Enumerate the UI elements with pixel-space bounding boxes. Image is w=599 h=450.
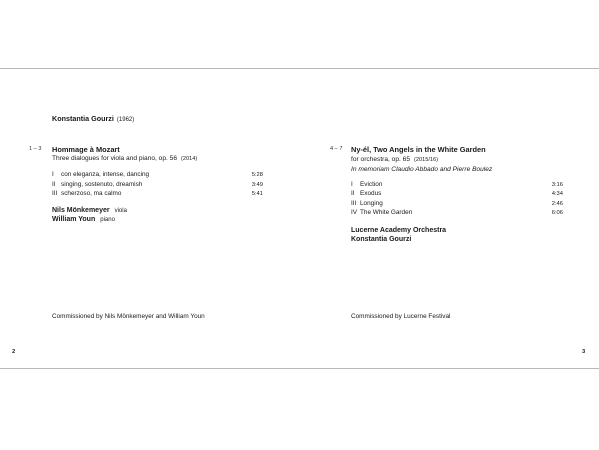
left-work-subtitle [52, 155, 197, 162]
movement-title: The White Garden [360, 209, 413, 216]
performer-role: piano [100, 217, 115, 223]
right-movement [351, 209, 412, 216]
movement-number: II [52, 181, 56, 188]
composer-years: (1962) [116, 117, 135, 123]
movement-number: III [52, 190, 58, 197]
left-movement-duration: 5:41 [251, 191, 263, 197]
right-dedication: In memoriam Claudio Abbado and Pierre Boulez [351, 166, 493, 173]
right-track-numbers: 4 – 7 [330, 146, 343, 152]
movement-title: Eviction [360, 181, 383, 188]
left-movement-duration: 3:49 [251, 182, 263, 188]
left-page-number: 2 [12, 349, 16, 355]
movement-title: scherzoso, ma calmo [61, 190, 122, 197]
right-movement [351, 200, 383, 207]
left-movement-duration: 5:28 [251, 172, 263, 178]
right-subtitle-text: for orchestra, op. 65 [351, 156, 411, 163]
right-commission-note: Commissioned by Lucerne Festival [351, 313, 451, 320]
left-work-title: Hommage à Mozart [52, 145, 120, 154]
left-performer [52, 207, 127, 214]
right-movement-duration: 3:16 [551, 182, 563, 188]
right-performer [351, 227, 446, 234]
left-subtitle-text: Three dialogues for viola and piano, op. 56 [52, 155, 178, 162]
right-movement-duration: 6:06 [551, 210, 563, 216]
performer-name: Konstantia Gourzi [351, 236, 412, 243]
right-work-title: Ny-él, Two Angels in the White Garden [351, 145, 486, 154]
performer-name: Nils Mönkemeyer [52, 207, 110, 214]
left-commission-note: Commissioned by Nils Mönkemeyer and William Youn [52, 313, 205, 320]
movement-number: I [52, 171, 54, 178]
right-work-subtitle [351, 156, 438, 163]
performer-name: Lucerne Academy Orchestra [351, 227, 447, 234]
left-movement [52, 181, 142, 188]
right-subtitle-year: (2015/16) [414, 157, 438, 163]
movement-title: con eleganza, intense, dancing [61, 171, 150, 178]
composer-heading [52, 114, 134, 123]
bottom-rule [0, 368, 599, 369]
left-movement [52, 171, 149, 178]
movement-number: I [351, 181, 353, 188]
left-movement [52, 190, 121, 197]
right-movement-duration: 4:34 [551, 191, 563, 197]
movement-number: IV [351, 209, 358, 216]
movement-title: Longing [360, 200, 383, 207]
top-rule [0, 68, 599, 69]
left-performer [52, 216, 115, 223]
performer-name: William Youn [52, 216, 96, 223]
right-movement-duration: 2:46 [551, 201, 563, 207]
right-performer [351, 236, 411, 243]
right-movement [351, 181, 382, 188]
performer-role: viola [114, 208, 127, 214]
movement-title: singing, sostenuto, dreamish [61, 181, 143, 188]
composer-name: Konstantia Gourzi [52, 114, 114, 123]
movement-number: III [351, 200, 357, 207]
movement-title: Exodus [360, 190, 382, 197]
right-movement [351, 190, 381, 197]
right-page-number: 3 [582, 349, 586, 355]
left-subtitle-year: (2014) [181, 156, 198, 162]
left-track-numbers: 1 – 3 [29, 146, 42, 152]
movement-number: II [351, 190, 355, 197]
